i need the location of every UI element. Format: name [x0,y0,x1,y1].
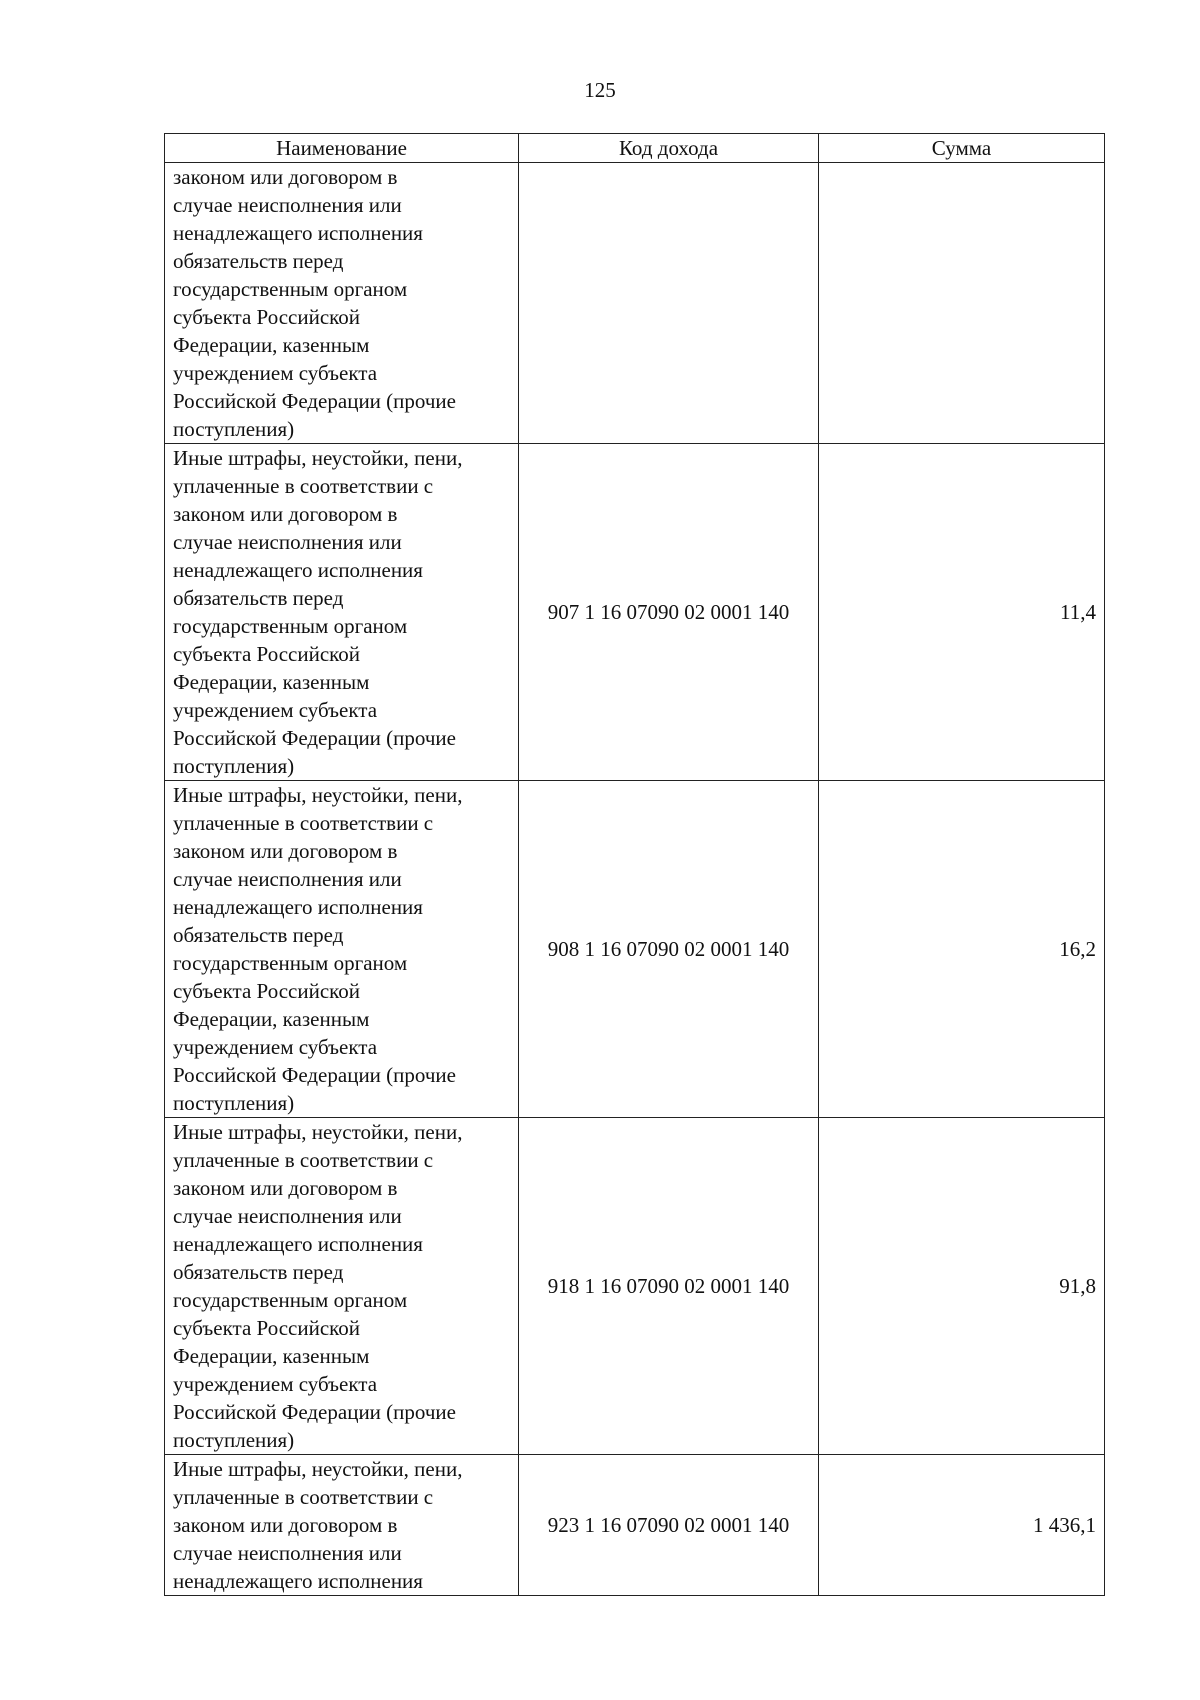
revenue-name-line: Федерации, казенным [173,670,370,694]
revenue-code-cell: 918 1 16 07090 02 0001 140 [519,1118,819,1455]
revenue-name-line: ненадлежащего исполнения [173,558,423,582]
revenue-name-line: случае неисполнения или [173,193,402,217]
revenue-name-line: поступления) [173,754,295,778]
revenue-sum-cell: 91,8 [819,1118,1105,1455]
revenue-name-line: случае неисполнения или [173,867,402,891]
revenue-name-line: Российской Федерации (прочие [173,389,456,413]
table-body [165,163,1105,1596]
revenue-name-cell [165,444,519,781]
revenue-name-line: учреждением субъекта [173,1372,378,1396]
revenue-name-line: учреждением субъекта [173,698,378,722]
revenue-name-line: Российской Федерации (прочие [173,1400,456,1424]
revenue-name-line: субъекта Российской [173,642,361,666]
revenue-name-line: Иные штрафы, неустойки, пени, [173,1120,463,1144]
revenue-name-cell [165,781,519,1118]
revenue-sum-cell: 1 436,1 [819,1455,1105,1596]
table-row [165,444,1105,781]
revenue-name-line: уплаченные в соответствии с [173,811,434,835]
revenue-name-line: законом или договором в [173,839,398,863]
table-row [165,781,1105,1118]
revenue-sum-cell: 11,4 [819,444,1105,781]
revenue-name-line: Иные штрафы, неустойки, пени, [173,783,463,807]
revenue-name-cell [165,163,519,444]
table-header-row [165,134,1105,163]
revenue-name-line: государственным органом [173,614,408,638]
revenue-code-cell: 908 1 16 07090 02 0001 140 [519,781,819,1118]
revenue-name-line: субъекта Российской [173,305,361,329]
revenue-name-line: ненадлежащего исполнения [173,1569,423,1593]
header-code: Код дохода [519,134,819,163]
revenue-name-line: учреждением субъекта [173,1035,378,1059]
revenue-sum-cell [819,163,1105,444]
revenue-name-line: законом или договором в [173,1513,398,1537]
revenue-name-line: уплаченные в соответствии с [173,474,434,498]
revenue-name-line: Российской Федерации (прочие [173,726,456,750]
revenue-name-line: Федерации, казенным [173,1344,370,1368]
revenue-name-line: государственным органом [173,277,408,301]
revenue-name-line: Федерации, казенным [173,333,370,357]
revenue-name-line: обязательств перед [173,1260,344,1284]
revenue-name-line: законом или договором в [173,502,398,526]
revenue-name-line: обязательств перед [173,586,344,610]
revenue-name-line: уплаченные в соответствии с [173,1485,434,1509]
revenue-name-line: ненадлежащего исполнения [173,895,423,919]
table-row [165,163,1105,444]
revenue-name-line: поступления) [173,1428,295,1452]
header-sum: Сумма [819,134,1105,163]
revenue-name-line: законом или договором в [173,165,398,189]
revenue-name-line: Федерации, казенным [173,1007,370,1031]
revenue-name-line: Иные штрафы, неустойки, пени, [173,1457,463,1481]
table-row [165,1118,1105,1455]
revenue-table [164,133,1105,1596]
revenue-name-line: учреждением субъекта [173,361,378,385]
revenue-name-line: законом или договором в [173,1176,398,1200]
revenue-name-line: ненадлежащего исполнения [173,1232,423,1256]
revenue-name-line: ненадлежащего исполнения [173,221,423,245]
revenue-name-line: государственным органом [173,951,408,975]
revenue-code-cell: 923 1 16 07090 02 0001 140 [519,1455,819,1596]
revenue-name-line: случае неисполнения или [173,1204,402,1228]
revenue-name-cell [165,1118,519,1455]
revenue-name-cell [165,1455,519,1596]
header-name: Наименование [165,134,519,163]
revenue-name-line: государственным органом [173,1288,408,1312]
revenue-sum-cell: 16,2 [819,781,1105,1118]
revenue-name-line: случае неисполнения или [173,530,402,554]
revenue-name-line: субъекта Российской [173,979,361,1003]
revenue-code-cell: 907 1 16 07090 02 0001 140 [519,444,819,781]
revenue-name-line: обязательств перед [173,249,344,273]
revenue-name-line: поступления) [173,1091,295,1115]
revenue-name-line: Иные штрафы, неустойки, пени, [173,446,463,470]
page-number: 125 [584,78,616,102]
revenue-name-line: субъекта Российской [173,1316,361,1340]
table-row [165,1455,1105,1596]
revenue-name-line: уплаченные в соответствии с [173,1148,434,1172]
revenue-code-cell [519,163,819,444]
revenue-name-line: случае неисполнения или [173,1541,402,1565]
revenue-name-line: Российской Федерации (прочие [173,1063,456,1087]
revenue-name-line: поступления) [173,417,295,441]
revenue-name-line: обязательств перед [173,923,344,947]
